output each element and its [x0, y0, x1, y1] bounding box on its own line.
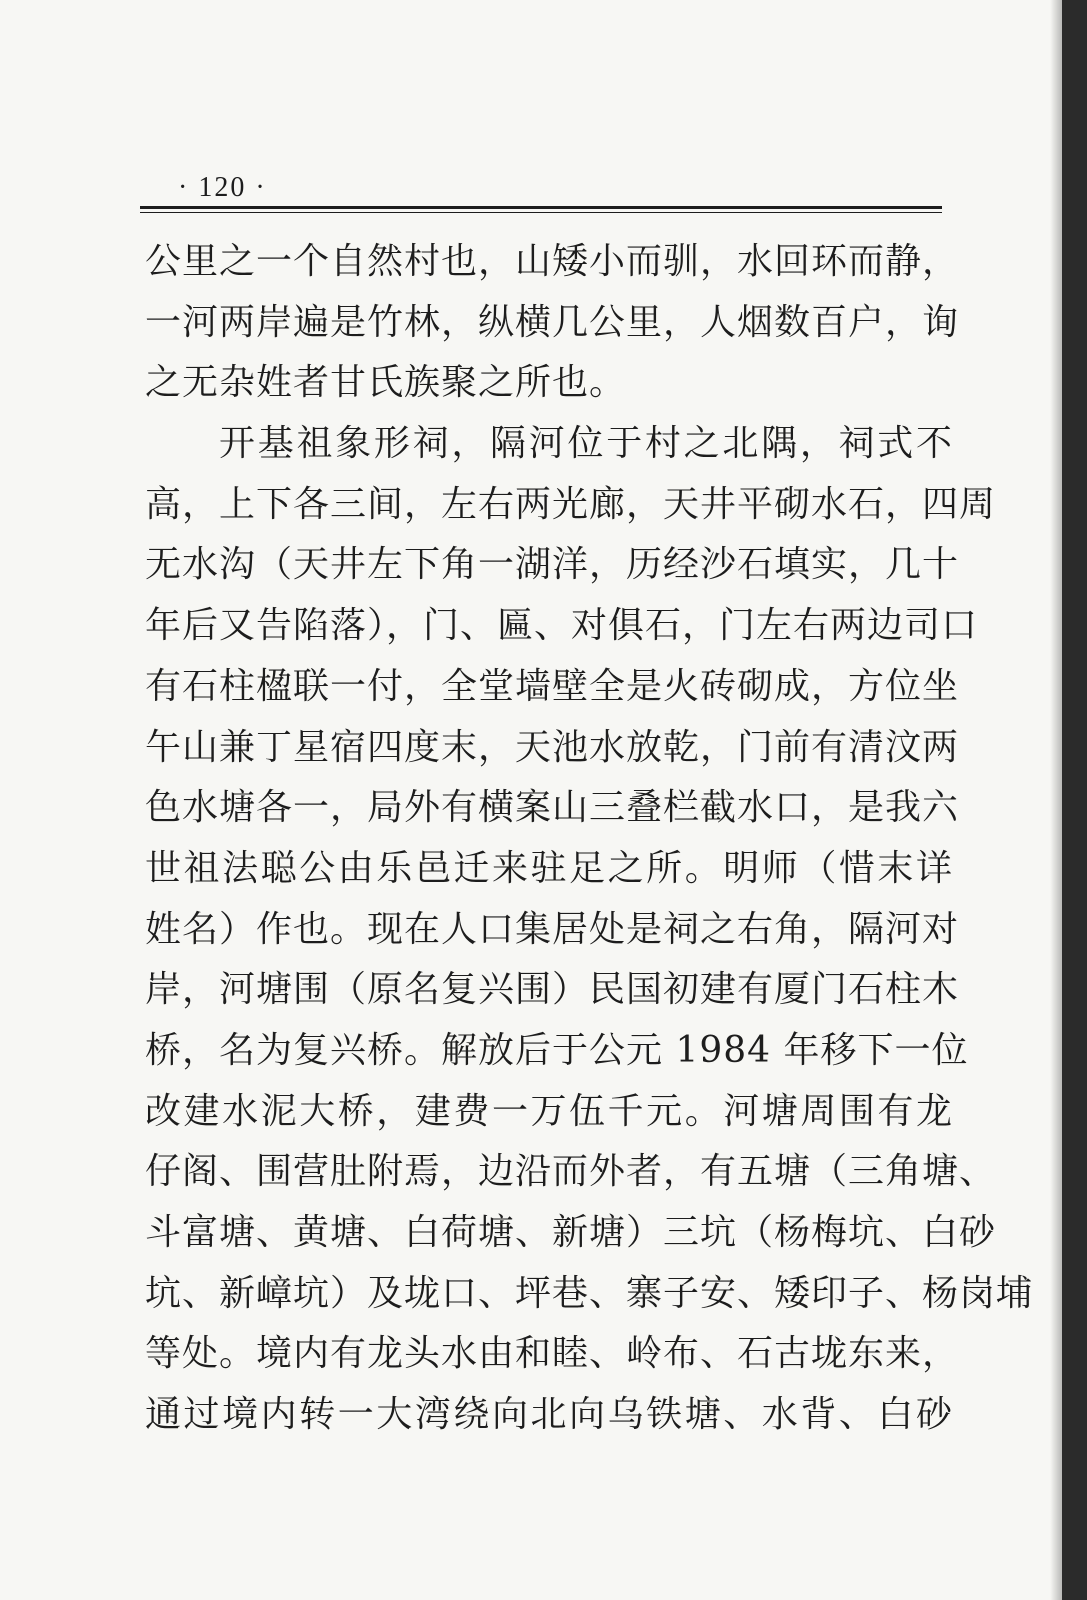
page-number: · 120 ·: [178, 172, 267, 203]
text-line: 等处。境内有龙头水由和睦、岭布、石古垅东来，: [145, 1333, 960, 1375]
text-line: 世祖法聪公由乐邑迁来驻足之所。明师（惜末详: [145, 847, 953, 889]
text-line: 色水塘各一，局外有横案山三叠栏截水口，是我六: [145, 787, 960, 829]
text-line: 通过境内转一大湾绕向北向乌铁塘、水背、白砂: [145, 1394, 953, 1436]
page-header: [140, 166, 942, 216]
text-line: 之无杂姓者甘氏族聚之所也。: [145, 362, 627, 404]
text-line: 姓名）作也。现在人口集居处是祠之右角，隔河对: [145, 908, 960, 950]
text-line: 坑、新嶂坑）及垅口、坪巷、寨子安、矮印子、杨岗埔: [145, 1272, 1034, 1314]
text-line: 无水沟（天井左下角一湖洋，历经沙石填实，几十: [145, 544, 960, 586]
text-line: 午山兼丁星宿四度末，天池水放乾，门前有清汶两: [145, 726, 960, 768]
text-line: 斗富塘、黄塘、白荷塘、新塘）三坑（杨梅坑、白砂: [145, 1212, 997, 1253]
text-line: 一河两岸遍是竹林，纵横几公里，人烟数百户，询: [145, 301, 960, 343]
header-rule-thick: [140, 206, 942, 209]
text-line: 桥，名为复兴桥。解放后于公元 1984 年移下一位: [145, 1029, 969, 1071]
text-line: 年后又告陷落），门、匾、对俱石，门左右两边司口: [145, 605, 979, 647]
text-line: 开基祖象形祠，隔河位于村之北隅，祠式不: [219, 423, 953, 465]
text-line: 公里之一个自然村也，山矮小而驯，水回环而静，: [145, 241, 960, 282]
text-line: 改建水泥大桥，建费一万伍千元。河塘周围有龙: [145, 1090, 953, 1132]
text-line: 岸，河塘围（原名复兴围）民国初建有厦门石柱木: [145, 969, 960, 1011]
text-line: 仔阁、围营肚附焉，边沿而外者，有五塘（三角塘、: [145, 1151, 997, 1193]
body-text: [145, 232, 1034, 1446]
page-edge-shadow: [1050, 0, 1062, 1600]
text-line: 有石柱楹联一付，全堂墙壁全是火砖砌成，方位坐: [145, 665, 960, 707]
header-rule-thin: [140, 212, 942, 213]
text-line: 高，上下各三间，左右两光廊，天井平砌水石，四周: [145, 483, 997, 525]
